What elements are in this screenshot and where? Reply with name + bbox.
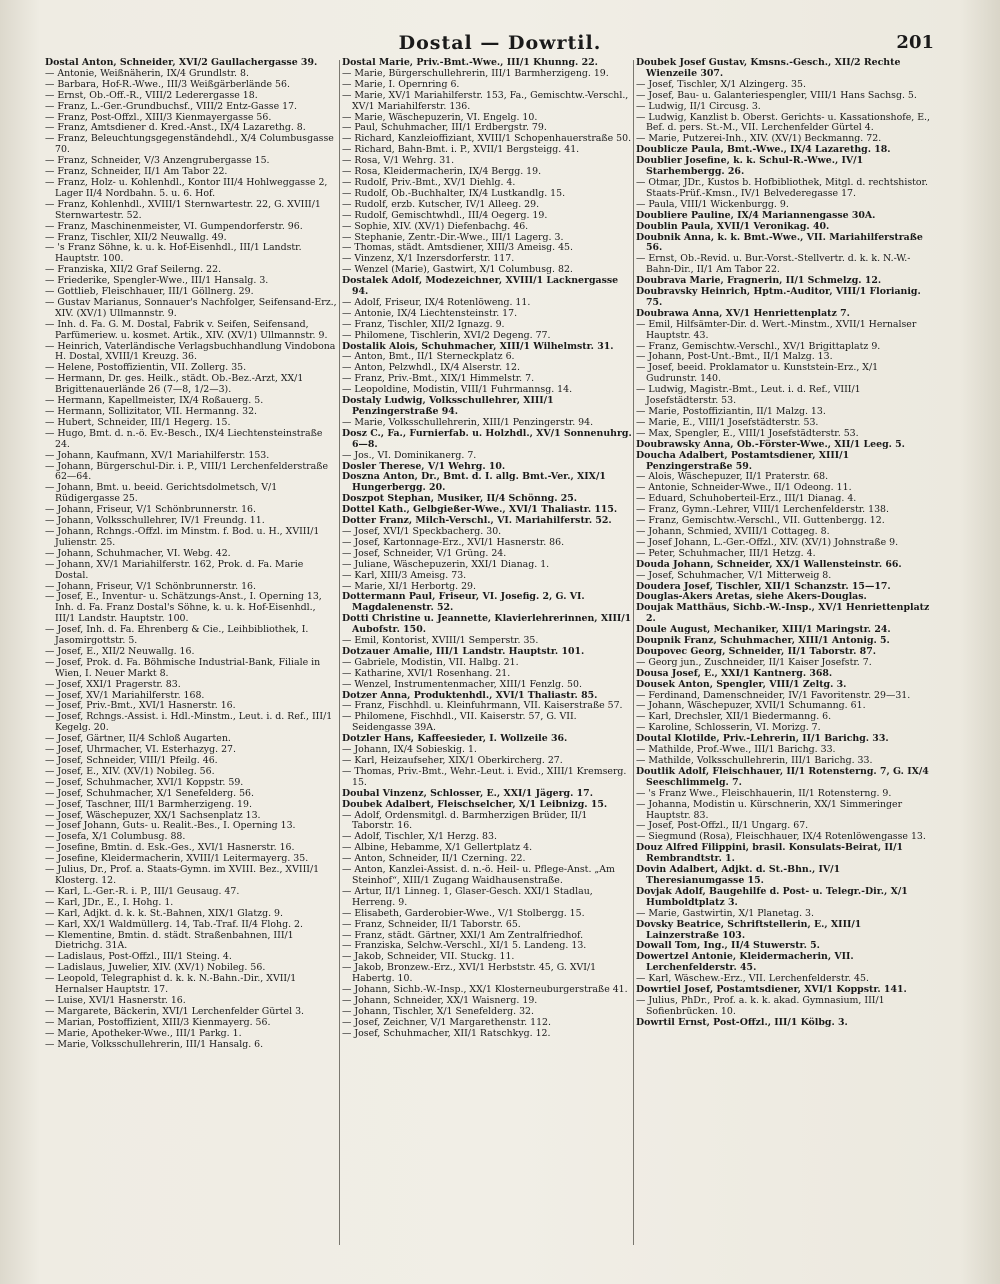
directory-entry: — Karl, Wäschew.-Erz., VII. Lerchenfelderstr. 45.	[636, 973, 869, 985]
directory-entry: — Franz, Beleuchtungsgegenständehdl., X/4 Columbusgasse 70.	[45, 133, 334, 156]
directory-entry: — Josef, Schuhmacher, XVI/1 Koppstr. 59.	[45, 776, 244, 788]
directory-entry: Dowrtil Ernst, Post-Offzl., III/1 Kölbg. 3.	[636, 1016, 848, 1028]
directory-entry: Doubliere Pauline, IX/4 Mariannengasse 30A.	[636, 209, 876, 221]
directory-entry: Dotzer Anna, Produktenhdl., XVI/1 Thaliastr. 85.	[342, 689, 598, 701]
directory-entry: Doupnik Franz, Schuhmacher, XIII/1 Antonig. 5.	[636, 635, 890, 647]
directory-entry: — Karl, XX/1 Waldmüllerg. 14, Tab.-Traf. II/4 Flohg. 2.	[45, 918, 304, 930]
directory-entry: — Rudolf, erzb. Kutscher, IV/1 Alleeg. 29.	[342, 198, 540, 210]
directory-entry: Dosler Therese, V/1 Wehrg. 10.	[342, 460, 506, 472]
directory-entry: — Johann, Tischler, X/1 Senefelderg. 32.	[342, 1005, 534, 1017]
directory-entry: Doubravsky Heinrich, Hptm.-Auditor, VIII/1 Florianig. 75.	[636, 286, 921, 308]
directory-entry: Dosz C., Fa., Furnierfab. u. Holzhdl., XV/1 Sonnenuhrg. 6—8.	[342, 427, 632, 450]
directory-entry: — Josef, Uhrmacher, VI. Esterhazyg. 27.	[45, 744, 236, 756]
directory-entry: — 's Franz Söhne, k. u. k. Hof-Eisenhdl., III/1 Landstr. Hauptstr. 100.	[45, 242, 302, 265]
directory-entry: — Josef, beeid. Proklamator u. Kunststein-Erz., X/1 Gudrunstr. 140.	[636, 362, 879, 385]
directory-entry: — Ludwig, II/1 Circusg. 3.	[636, 100, 761, 112]
directory-entry: — Franz, Kohlenhdl., XVIII/1 Sternwartestr. 22, G. XVIII/1 Sternwartestr. 52.	[45, 198, 321, 221]
directory-entry: Doubrawsky Anna, Ob.-Förster-Wwe., XII/1 Leeg. 5.	[636, 438, 905, 450]
directory-entry: — Jos., VI. Dominikanerg. 7.	[342, 449, 477, 461]
directory-entry: — Johann, IX/4 Sobieskig. 1.	[342, 744, 477, 756]
directory-entry: — Josef, Schneider, VIII/1 Pfeilg. 46.	[45, 755, 218, 766]
directory-entry: Dovin Adalbert, Adjkt. d. St.-Bhn., IV/1 Theresianumgasse 15.	[636, 864, 841, 886]
directory-entry: — Hermann, Dr. ges. Heilk., städt. Ob.-Bez.-Arzt, XX/1 Brigittenauerlände 26 (7—8, 1/2—3).	[45, 373, 304, 396]
directory-entry: — Josef Johann, Guts- u. Realit.-Bes., I. Operning 13.	[45, 820, 296, 832]
directory-entry: — Emil, Kontorist, XVIII/1 Semperstr. 35.	[342, 635, 539, 647]
directory-entry: Doszpot Stephan, Musiker, II/4 Schönng. 25.	[342, 493, 578, 505]
directory-entry: — Hermann, Kapellmeister, IX/4 Roßauerg. 5.	[45, 395, 264, 407]
directory-entry: — Karl, Heizaufseher, XIX/1 Oberkircherg. 27.	[342, 755, 563, 766]
directory-entry: — Antonie, IX/4 Liechtensteinstr. 17.	[342, 307, 518, 319]
directory-entry: — Rosa, V/1 Wehrg. 31.	[342, 155, 455, 167]
directory-entry: — Adolf, Friseur, IX/4 Rotenlöweng. 11.	[342, 296, 531, 308]
directory-entry: — Josef, Taschner, III/1 Barmherzigeng. 19.	[45, 798, 252, 810]
directory-entry: Doubnik Anna, k. k. Bmt.-Wwe., VII. Mariahilferstraße 56.	[636, 231, 923, 254]
directory-entry: — Josef, XXI/1 Pragerstr. 83.	[45, 678, 181, 690]
directory-entry: — Adolf, Ordensmitgl. d. Barmherzigen Brüder, II/1 Taborstr. 16.	[342, 809, 588, 832]
page-number: 201	[896, 32, 934, 53]
directory-entry: — Franz, Schneider, II/1 Taborstr. 65.	[342, 918, 521, 930]
directory-entry: Doublin Paula, XVII/1 Veronikag. 40.	[636, 220, 830, 232]
directory-entry: — Josef, Post-Offzl., II/1 Ungarg. 67.	[636, 820, 809, 832]
directory-entry: — Juliane, Wäschepuzerin, XXI/1 Dianag. 1.	[342, 558, 550, 570]
directory-entry: Doujak Matthäus, Sichb.-W.-Insp., XV/1 Henriettenplatz 2.	[636, 602, 930, 625]
directory-entry: — Josef, XV/1 Mariahilferstr. 168.	[45, 689, 205, 701]
directory-entry: — Karl, L.-Ger.-R. i. P., III/1 Geusaug. 47.	[45, 885, 240, 897]
directory-entry: Doutlik Adolf, Fleischhauer, II/1 Rotensterng. 7, G. IX/4 Seeschlimmelg. 7.	[636, 765, 929, 788]
directory-entry: — Josef, Schneider, V/1 Grüng. 24.	[342, 547, 507, 559]
directory-entry: — Elisabeth, Garderobier-Wwe., V/1 Stolbergg. 15.	[342, 907, 585, 919]
directory-entry: — Anton, Schneider, II/1 Czerning. 22.	[342, 853, 526, 865]
column-divider	[339, 60, 340, 1245]
directory-entry: — Adolf, Tischler, X/1 Herzg. 83.	[342, 831, 497, 843]
directory-entry: Doudera Josef, Tischler, XII/1 Schanzstr. 15—17.	[636, 580, 891, 592]
directory-entry: — Ferdinand, Damenschneider, IV/1 Favoritenstr. 29—31.	[636, 689, 911, 701]
directory-entry: — Max, Spengler, E., VIII/1 Josefstädterstr. 53.	[636, 427, 859, 439]
directory-entry: — Vinzenz, X/1 Inzersdorferstr. 117.	[342, 253, 515, 265]
directory-entry: Dousa Josef, E., XXI/1 Kantnerg. 368.	[636, 667, 833, 679]
directory-entry: — Klementine, Bmtin. d. städt. Straßenbahnen, III/1 Dietrichg. 31A.	[45, 929, 294, 952]
directory-entry: Doublier Josefine, k. k. Schul-R.-Wwe., IV/1 Starhembergg. 26.	[636, 155, 864, 178]
directory-entry: — Johann, Post-Unt.-Bmt., II/1 Malzg. 13.	[636, 351, 833, 363]
directory-entry: Doupovec Georg, Schneider, II/1 Taborstr. 87.	[636, 645, 876, 657]
directory-entry: — Albine, Hebamme, X/1 Gellertplatz 4.	[342, 842, 533, 854]
directory-entry: — Mathilde, Volksschullehrerin, III/1 Barichg. 33.	[636, 755, 873, 766]
directory-entry: — Josef, E., XII/2 Neuwallg. 16.	[45, 645, 195, 657]
directory-entry: Dowrtiel Josef, Postamtsdiener, XVI/1 Koppstr. 141.	[636, 984, 907, 996]
directory-entry: — Josef, Schuhmacher, XII/1 Ratschkyg. 12.	[342, 1027, 551, 1039]
directory-entry: — Johann, Friseur, V/1 Schönbrunnerstr. 16.	[45, 580, 257, 592]
directory-entry: Doubrawa Anna, XV/1 Henriettenplatz 7.	[636, 307, 850, 319]
directory-entry: — Hubert, Schneider, III/1 Hegerg. 15.	[45, 416, 231, 428]
directory-entry: — Gabriele, Modistin, VII. Halbg. 21.	[342, 656, 519, 668]
directory-entry: — Josef, Rchngs.-Assist. i. Hdl.-Minstm., Leut. i. d. Ref., III/1 Kegelg. 20.	[45, 711, 333, 734]
directory-entry: — Johann, XV/1 Mariahilferstr. 162, Prok. d. Fa. Marie Dostal.	[45, 558, 304, 581]
directory-entry: — Rudolf, Ob.-Buchhalter, IX/4 Lustkandlg. 15.	[342, 187, 566, 199]
directory-entry: — Julius, PhDr., Prof. a. k. k. akad. Gymnasium, III/1 Sofienbrücken. 10.	[636, 994, 885, 1017]
directory-entry: — Josef, Schuhmacher, V/1 Mitterweig 8.	[636, 569, 832, 581]
directory-entry: — Karl, Drechsler, XII/1 Biedermanng. 6.	[636, 711, 832, 723]
directory-entry: — Hugo, Bmt. d. n.-ö. Ev.-Besch., IX/4 Liechtensteinstraße 24.	[45, 427, 323, 450]
directory-entry: — Eduard, Schuhoberteil-Erz., III/1 Dianag. 4.	[636, 493, 857, 505]
directory-entry: Dotzler Hans, Kaffeesieder, I. Wollzeile 36.	[342, 733, 568, 745]
directory-entry: — Karl, Adjkt. d. k. k. St.-Bahnen, XIX/1 Glatzg. 9.	[45, 907, 284, 919]
directory-entry: — Franz, Tischler, XII/2 Ignazg. 9.	[342, 318, 505, 330]
directory-entry: — Franziska, Selchw.-Verschl., XI/1 5. Landeng. 13.	[342, 940, 587, 952]
directory-entry: — Josef, Schuhmacher, X/1 Senefelderg. 56.	[45, 787, 254, 799]
directory-entry: — Karoline, Schlosserin, VI. Morizg. 7.	[636, 722, 821, 734]
directory-entry: — Johann, Volksschullehrer, IV/1 Freundg. 11.	[45, 515, 265, 527]
directory-entry: Dostalek Adolf, Modezeichner, XVIII/1 Lacknergasse 94.	[342, 275, 619, 298]
directory-entry: — Georg jun., Zuschneider, II/1 Kaiser Josefstr. 7.	[636, 656, 872, 668]
directory-entry: — Josef, Gärtner, II/4 Schloß Augarten.	[45, 733, 231, 745]
directory-entry: Doubal Vinzenz, Schlosser, E., XXI/1 Jägerg. 17.	[342, 787, 593, 799]
directory-entry: Dostalik Alois, Schuhmacher, XIII/1 Wilhelmstr. 31.	[342, 340, 614, 352]
directory-entry: — Gustav Marianus, Sonnauer's Nachfolger, Seifensand-Erz., XIV. (XV/1) Ullmannstr. 9.	[45, 296, 337, 319]
directory-entry: — Franz, Gemischtw.-Verschl., XV/1 Brigittaplatz 9.	[636, 340, 881, 352]
directory-entry: — Franz, Schneider, V/3 Anzengrubergasse 15.	[45, 155, 270, 167]
directory-entry: — Franz, Holz- u. Kohlenhdl., Kontor III/4 Hohlweggasse 2, Lager II/4 Nordbahn. 5. u. 6. Hof.	[45, 176, 328, 199]
directory-entry: — Philomene, Fischhdl., VII. Kaiserstr. 57, G. VII. Seidengasse 39A.	[342, 711, 577, 734]
directory-entry: — Barbara, Hof-R.-Wwe., III/3 Weißgärberlände 56.	[45, 78, 290, 90]
directory-entry: — Paula, VIII/1 Wickenburgg. 9.	[636, 198, 789, 210]
directory-entry: Dowall Tom, Ing., II/4 Stuwerstr. 5.	[636, 940, 820, 952]
directory-entry: — Marie, Volksschullehrerin, XIII/1 Penzingerstr. 94.	[342, 416, 594, 428]
directory-entry: — Franz, städt. Gärtner, XXI/1 Am Zentralfriedhof.	[342, 929, 584, 941]
directory-entry: — Josefine, Kleidermacherin, XVIII/1 Leitermayerg. 35.	[45, 853, 309, 865]
directory-entry: — Ludwig, Magistr.-Bmt., Leut. i. d. Ref., VIII/1 Josefstädterstr. 53.	[636, 384, 861, 407]
directory-entry: — Sophie, XIV. (XV/1) Diefenbachg. 46.	[342, 220, 529, 232]
directory-entry: — Marie, XI/1 Herbortg. 29.	[342, 580, 476, 592]
directory-entry: — Marie, Apotheker-Wwe., III/1 Parkg. 1.	[45, 1027, 242, 1039]
directory-entry: — Marie, Wäschepuzerin, VI. Engelg. 10.	[342, 111, 538, 123]
directory-entry: — Franz, Amtsdiener d. Kred.-Anst., IX/4 Lazarethg. 8.	[45, 122, 306, 134]
directory-entry: Dostaly Ludwig, Volksschullehrer, XIII/1 Penzingerstraße 94.	[342, 395, 554, 417]
directory-entry: — Marie, Volksschullehrerin, III/1 Hansalg. 6.	[45, 1038, 264, 1050]
directory-entry: Doublicze Paula, Bmt.-Wwe., IX/4 Lazarethg. 18.	[636, 144, 891, 156]
directory-entry: Dottel Kath., Gelbgießer-Wwe., XVI/1 Thaliastr. 115.	[342, 504, 618, 516]
directory-entry: — Johann, Friseur, V/1 Schönbrunnerstr. 16.	[45, 504, 257, 516]
directory-entry: — Leopold, Telegraphist d. k. k. N.-Bahn.-Dir., XVII/1 Hernalser Hauptstr. 17.	[45, 973, 297, 996]
directory-entry: — Marie, I. Opernring 6.	[342, 78, 460, 90]
directory-entry: — Franz, Gemischtw.-Verschl., VII. Guttenbergg. 12.	[636, 515, 885, 527]
directory-entry: — Richard, Bahn-Bmt. i. P., XVII/1 Bergsteigg. 41.	[342, 144, 580, 156]
directory-entry: — Richard, Kanzleioffiziant, XVIII/1 Schopenhauerstraße 50.	[342, 133, 632, 145]
column-1	[45, 58, 338, 1258]
directory-entry: — Rudolf, Gemischtwhdl., III/4 Oegerg. 19.	[342, 209, 548, 221]
directory-entry: — Jakob, Bronzew.-Erz., XVI/1 Herbststr. 45, G. XVI/1 Habertg. 10.	[342, 962, 597, 985]
directory-entry: — Alois, Wäschepuzer, II/1 Praterstr. 68.	[636, 471, 829, 483]
directory-entry: — Artur, II/1 Linneg. 1, Glaser-Gesch. XXI/1 Stadlau, Herreng. 9.	[342, 885, 593, 908]
directory-entry: — Josef, E., XIV. (XV/1) Nobileg. 56.	[45, 765, 215, 777]
directory-entry: — Mathilde, Prof.-Wwe., III/1 Barichg. 33.	[636, 744, 836, 756]
directory-entry: — Johanna, Modistin u. Kürschnerin, XX/1 Simmeringer Hauptstr. 83.	[636, 798, 903, 821]
directory-entry: — Josefa, X/1 Columbusg. 88.	[45, 831, 186, 843]
directory-entry: — Franz, L.-Ger.-Grundbuchsf., VIII/2 Entz-Gasse 17.	[45, 100, 298, 112]
directory-entry: — Marie, Postoffiziantin, II/1 Malzg. 13.	[636, 406, 826, 417]
directory-entry: Douglas-Akers Aretas, siehe Akers-Douglas.	[636, 591, 867, 603]
directory-entry: Dovsky Beatrice, Schriftstellerin, E., XIII/1 Lainzerstraße 103.	[636, 918, 862, 941]
directory-entry: — Julius, Dr., Prof. a. Staats-Gymn. im XVIII. Bez., XVIII/1 Klosterg. 12.	[45, 864, 320, 886]
directory-entry: — Katharine, XVI/1 Rosenhang. 21.	[342, 667, 511, 679]
directory-entry: — Karl, XIII/3 Ameisg. 73.	[342, 569, 467, 581]
directory-entry: — Josef, Zeichner, V/1 Margarethenstr. 112.	[342, 1016, 551, 1028]
column-2	[342, 58, 632, 1258]
directory-entry: — Friederike, Spengler-Wwe., III/1 Hansalg. 3.	[45, 275, 269, 287]
directory-entry: — Anton, Bmt., II/1 Sterneckplatz 6.	[342, 351, 515, 363]
directory-entry: — Thomas, städt. Amtsdiener, XIII/3 Ameisg. 45.	[342, 242, 573, 254]
directory-entry: — Franz, Tischler, XII/2 Neuwallg. 49.	[45, 231, 227, 243]
directory-entry: — 's Franz Wwe., Fleischhauerin, II/1 Rotensterng. 9.	[636, 787, 892, 799]
directory-entry: — Otmar, JDr., Kustos b. Hofbibliothek, Mitgl. d. rechtshistor. Staats-Prüf.-Kmsn., IV/1 Belvederegasse 17.	[636, 176, 928, 199]
directory-entry: Dousek Anton, Spengler, VIII/1 Zeltg. 3.	[636, 678, 847, 690]
directory-entry: — Margarete, Bäckerin, XVI/1 Lerchenfelder Gürtel 3.	[45, 1005, 305, 1017]
directory-entry: — Ernst, Ob.-Off.-R., VIII/2 Lederergasse 18.	[45, 89, 258, 101]
directory-entry: — Franz, Post-Offzl., XIII/3 Kienmayergasse 56.	[45, 111, 272, 123]
directory-entry: Dotti Christine u. Jeannette, Klavierlehrerinnen, XIII/1 Aubofstr. 150.	[342, 613, 632, 636]
directory-entry: — Johann, Kaufmann, XV/1 Mariahilferstr. 153.	[45, 449, 270, 461]
directory-entry: Dovjak Adolf, Baugehilfe d. Post- u. Telegr.-Dir., X/1 Humboldtplatz 3.	[636, 885, 908, 908]
directory-entry: — Josefine, Bmtin. d. Esk.-Ges., XVI/1 Hasnerstr. 16.	[45, 842, 295, 854]
directory-entry: — Franziska, XII/2 Graf Seilerng. 22.	[45, 264, 222, 276]
directory-entry: Doubek Adalbert, Fleischselcher, X/1 Leibnizg. 15.	[342, 798, 608, 810]
directory-entry: Douda Johann, Schneider, XX/1 Wallensteinstr. 66.	[636, 558, 902, 570]
directory-entry: — Antonie, Weißnäherin, IX/4 Grundlstr. 8.	[45, 67, 249, 79]
column-divider	[633, 60, 634, 1245]
directory-entry: — Gottlieb, Fleischhauer, III/1 Göllnerg. 29.	[45, 286, 254, 298]
directory-entry: — Luise, XVI/1 Hasnerstr. 16.	[45, 994, 186, 1006]
directory-entry: — Karl, JDr., E., I. Hohg. 1.	[45, 896, 174, 908]
directory-entry: — Johann, Schmied, XVIII/1 Cottageg. 8.	[636, 525, 830, 537]
directory-entry: — Siegmund (Rosa), Fleischhauer, IX/4 Rotenlöwengasse 13.	[636, 831, 926, 843]
directory-entry: — Marie, Gastwirtin, X/1 Planetag. 3.	[636, 907, 814, 919]
directory-entry: — Rosa, Kleidermacherin, IX/4 Bergg. 19.	[342, 166, 542, 178]
directory-entry: — Peter, Schuhmacher, III/1 Hetzg. 4.	[636, 547, 816, 559]
directory-entry: — Anton, Pelzwhdl., IX/4 Alserstr. 12.	[342, 362, 520, 374]
directory-entry: — Anton, Kanzlei-Assist. d. n.-ö. Heil- u. Pflege-Anst. „Am Steinhof“, XIII/1 Zugang Waidhausenstraße.	[342, 864, 615, 886]
directory-entry: — Josef, Priv.-Bmt., XVI/1 Hasnerstr. 16.	[45, 700, 236, 712]
directory-entry: — Josef, Kartonnage-Erz., XVI/1 Hasnerstr. 86.	[342, 536, 565, 548]
directory-entry: — Ernst, Ob.-Revid. u. Bur.-Vorst.-Stellvertr. d. k. k. N.-W.-Bahn-Dir., II/1 Am Tabor 22.	[636, 253, 911, 276]
directory-entry: Doszna Anton, Dr., Bmt. d. I. allg. Bmt.-Ver., XIX/1 Hungerbergg. 20.	[342, 471, 606, 494]
directory-entry: Dottermann Paul, Friseur, VI. Josefig. 2, G. VI. Magdalenenstr. 52.	[342, 591, 585, 614]
directory-entry: — Josef, Tischler, X/1 Alzingerg. 35.	[636, 78, 806, 90]
directory-entry: — Leopoldine, Modistin, VIII/1 Fuhrmannsg. 14.	[342, 384, 573, 396]
directory-entry: Doule August, Mechaniker, XIII/1 Maringstr. 24.	[636, 624, 891, 636]
directory-entry: — Marie, Putzerei-Inh., XIV. (XV/1) Beckmanng. 72.	[636, 133, 882, 145]
directory-entry: Dowertzel Antonie, Kleidermacherin, VII. Lerchenfelderstr. 45.	[636, 951, 854, 974]
directory-entry: — Johann, Rchngs.-Offzl. im Minstm. f. Bod. u. H., XVIII/1 Julienstr. 25.	[45, 525, 320, 548]
directory-entry: — Franz, Schneider, II/1 Am Tabor 22.	[45, 166, 228, 178]
running-head: Dostal — Dowrtil.	[398, 32, 602, 54]
directory-entry: — Ladislaus, Post-Offzl., III/1 Steing. 4.	[45, 951, 232, 963]
directory-entry: Dostal Anton, Schneider, XVI/2 Gaullachergasse 39.	[45, 58, 318, 68]
directory-entry: — Wenzel, Instrumentenmacher, XIII/1 Fenzlg. 50.	[342, 678, 582, 690]
directory-entry: — Jakob, Schneider, VII. Stuckg. 11.	[342, 951, 515, 963]
directory-entry: — Josef Johann, L.-Ger.-Offzl., XIV. (XV/1) Johnstraße 9.	[636, 536, 899, 548]
directory-entry: — Franz, Priv.-Bmt., XIX/1 Himmelstr. 7.	[342, 373, 535, 385]
directory-entry: — Hermann, Sollizitator, VII. Hermanng. 32.	[45, 406, 258, 417]
directory-entry: — Helene, Postoffizientin, VII. Zollerg. 35.	[45, 362, 247, 374]
directory-entry: — Heinrich, Vaterländische Verlagsbuchhandlung Vindobona H. Dostal, XVIII/1 Kreuzg. 36.	[45, 340, 336, 363]
directory-entry: Doubrava Marie, Fragnerin, II/1 Schmelzg. 12.	[636, 275, 882, 287]
directory-entry: — Thomas, Priv.-Bmt., Wehr.-Leut. i. Evid., XIII/1 Kremserg. 15.	[342, 765, 627, 788]
directory-entry: — Franz, Maschinenmeister, VI. Gumpendorferstr. 96.	[45, 220, 303, 232]
directory-entry: — Rudolf, Priv.-Bmt., XV/1 Diehlg. 4.	[342, 176, 516, 188]
directory-entry: — Antonie, Schneider-Wwe., II/1 Odeong. 11.	[636, 482, 852, 494]
directory-entry: — Marian, Postoffizient, XIII/3 Kienmayerg. 56.	[45, 1016, 271, 1028]
directory-entry: — Franz, Gymn.-Lehrer, VIII/1 Lerchenfelderstr. 138.	[636, 504, 890, 516]
directory-entry: — Josef, Bau- u. Galanteriespengler, VIII/1 Hans Sachsg. 5.	[636, 89, 917, 101]
directory-entry: Dotter Franz, Milch-Verschl., VI. Mariahilferstr. 52.	[342, 515, 612, 527]
directory-entry: — Johann, Bmt. u. beeid. Gerichtsdolmetsch, V/1 Rüdigergasse 25.	[45, 482, 278, 505]
column-3	[636, 58, 930, 1258]
directory-entry: — Marie, E., VIII/1 Josefstädterstr. 53.	[636, 416, 819, 428]
directory-entry: — Inh. d. Fa. G. M. Dostal, Fabrik v. Seifen, Seifensand, Parfümeriew. u. kosmet. Artik., XIV. (XV/1) Ullmannstr. 9.	[45, 318, 328, 341]
directory-entry: — Franz, Fischhdl. u. Kleinfuhrmann, VII. Kaiserstraße 57.	[342, 700, 623, 712]
directory-entry: — Ladislaus, Juwelier, XIV. (XV/1) Nobileg. 56.	[45, 962, 266, 974]
directory-entry: Doutal Klotilde, Priv.-Lehrerin, II/1 Barichg. 33.	[636, 733, 889, 745]
directory-entry: — Josef, XVI/1 Speckbacherg. 30.	[342, 525, 502, 537]
directory-entry: — Josef, Inh. d. Fa. Ehrenberg & Cie., Leihbibliothek, I. Jasomirgottstr. 5.	[45, 624, 309, 647]
directory-entry: — Johann, Wäschepuzer, XVII/1 Schumanng. 61.	[636, 700, 866, 712]
directory-entry: — Paul, Schuhmacher, III/1 Erdbergstr. 79.	[342, 122, 547, 134]
directory-entry: — Ludwig, Kanzlist b. Oberst. Gerichts- u. Kassationshofe, E., Bef. d. pers. St.-M., VII. Lerchenfelder Gürtel 4.	[636, 111, 930, 134]
directory-entry: Doubek Josef Gustav, Kmsns.-Gesch., XII/2 Rechte Wienzeile 307.	[636, 58, 901, 79]
directory-entry: Douz Alfred Filippini, brasil. Konsulats-Beirat, II/1 Rembrandtstr. 1.	[636, 842, 904, 865]
directory-entry: — Wenzel (Marie), Gastwirt, X/1 Columbusg. 82.	[342, 264, 573, 276]
directory-entry: Dotzauer Amalie, III/1 Landstr. Hauptstr. 101.	[342, 645, 585, 657]
directory-entry: — Josef, Prok. d. Fa. Böhmische Industrial-Bank, Filiale in Wien, I. Neuer Markt 8.	[45, 656, 321, 679]
directory-entry: — Marie, XV/1 Mariahilferstr. 153, Fa., Gemischtw.-Verschl., XV/1 Mariahilferstr. 136.	[342, 89, 629, 112]
directory-entry: — Johann, Schuhmacher, VI. Webg. 42.	[45, 547, 231, 559]
directory-entry: — Josef, E., Inventur- u. Schätzungs-Anst., I. Operning 13, Inh. d. Fa. Franz Dostal's Söhne, k. u. k. Hof-Eisenhdl., III/1 Landstr. Hauptstr. 100.	[45, 591, 322, 625]
directory-entry: — Emil, Hilfsämter-Dir. d. Wert.-Minstm., XVII/1 Hernalser Hauptstr. 43.	[636, 318, 917, 341]
directory-entry: — Stephanie, Zentr.-Dir.-Wwe., III/1 Lagerg. 3.	[342, 231, 564, 243]
directory-entry: — Philomene, Tischlerin, XVI/2 Degeng. 77.	[342, 329, 551, 341]
directory-entry: — Johann, Bürgerschul-Dir. i. P., VIII/1 Lerchenfelderstraße 62—64.	[45, 460, 329, 483]
directory-entry: Doucha Adalbert, Postamtsdiener, XIII/1 Penzingerstraße 59.	[636, 449, 850, 472]
directory-entry: — Johann, Sichb.-W.-Insp., XX/1 Klosterneuburgerstraße 41.	[342, 984, 628, 996]
directory-entry: Dostal Marie, Priv.-Bmt.-Wwe., III/1 Khunng. 22.	[342, 58, 598, 68]
directory-entry: — Johann, Schneider, XX/1 Waisnerg. 19.	[342, 994, 538, 1006]
directory-entry: — Marie, Bürgerschullehrerin, III/1 Barmherzigeng. 19.	[342, 67, 609, 79]
directory-entry: — Josef, Wäschepuzer, XX/1 Sachsenplatz 13.	[45, 809, 261, 821]
